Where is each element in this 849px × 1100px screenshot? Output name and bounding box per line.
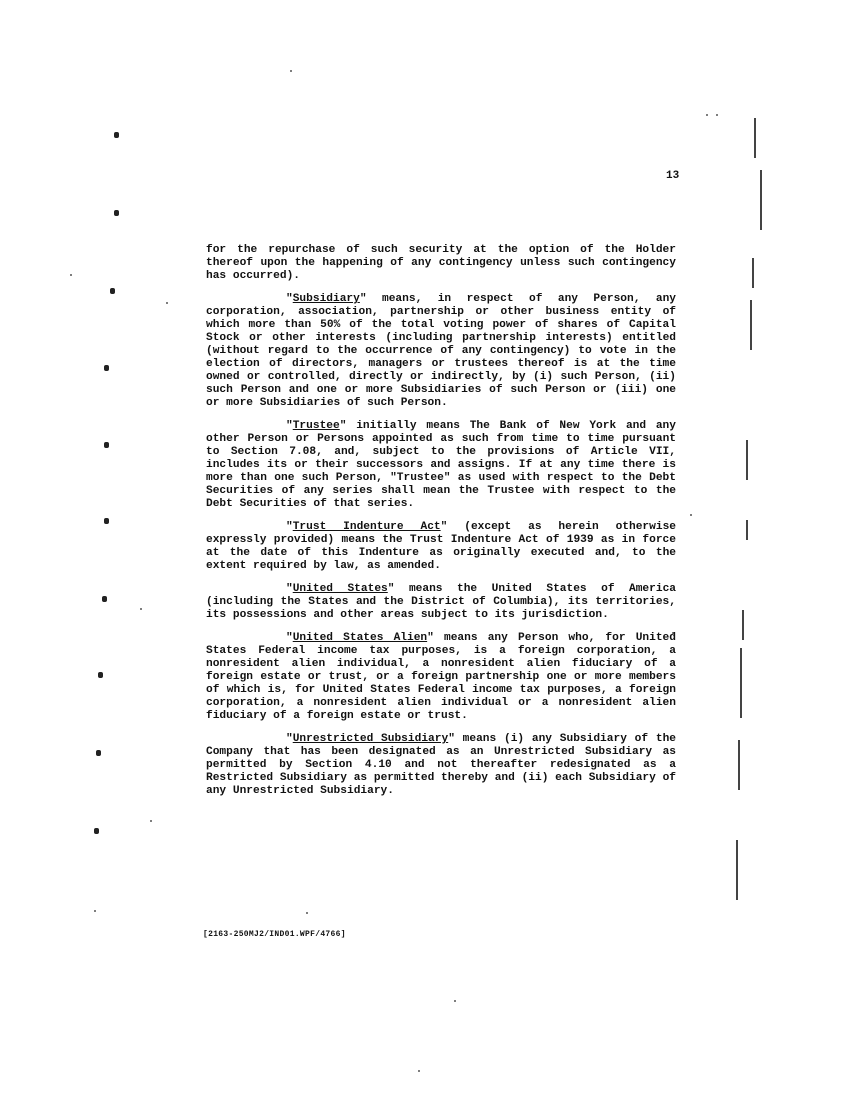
definition-paragraph: "Unrestricted Subsidiary" means (i) any Subsidiary of the Company that has been designated as an Unrestricted Subsidiary as permitted by Section 4.10 and not thereafter redesignated as a Restricted Subsidiary as permitted thereby and (ii) each Subsidiary of any Unrestricted Subsidiary. — [206, 733, 676, 797]
scan-artifact-speck — [166, 302, 168, 304]
scan-artifact-mark — [104, 442, 109, 448]
scan-artifact-speck — [70, 274, 72, 276]
scan-artifact-edge — [738, 740, 740, 790]
scan-artifact-mark — [104, 365, 109, 371]
document-body — [206, 244, 676, 808]
definition-paragraph: "Trust Indenture Act" (except as herein otherwise expressly provided) means the Trust Indenture Act of 1939 as in force at the date of this Indenture as originally executed and, to the extent required by law, as amended. — [206, 521, 677, 572]
scan-artifact-speck — [290, 70, 292, 72]
scan-artifact-mark — [110, 288, 115, 294]
defined-term: United States Alien — [292, 632, 428, 644]
scan-artifact-speck — [716, 114, 718, 116]
paragraph-text: means, in respect of any Person, any corporation, association, partnership or other business entity of which more than 50% of the total voting power of shares of Capital Stock or other interests (including partnership interests) entitled (without regard to the occurrence of any contingency) to vote in the election of directors, managers or trustees thereof is at the time owned or controlled, directly or indirectly, by (i) such Person, (ii) such Person and one or more Subsidiaries of such Person or (iii) one or more Subsidiaries of such Person. — [206, 293, 676, 409]
paragraph-text: (except as herein otherwise expressly provided) means the Trust Indenture Act of 1939 as in force at the date of this Indenture as originally executed and, to the extent required by law, as amended. — [206, 521, 677, 572]
scan-artifact-mark — [114, 132, 119, 138]
defined-term: United States — [292, 583, 388, 595]
definition-paragraph: "Trustee" initially means The Bank of New York and any other Person or Persons appointed as such from time to time pursuant to Section 7.08, and, subject to the provisions of Article VII, includes its or their successors and assigns. If at any time there is more than one such Person, "Trustee" as used with respect to the Debt Securities of any series shall mean the Trustee with respect to the Debt Securities of that series. — [206, 420, 676, 510]
scan-artifact-mark — [94, 828, 99, 834]
scan-artifact-speck — [94, 910, 96, 912]
paragraph-text: initially means The Bank of New York and any other Person or Persons appointed as such from time to time pursuant to Section 7.08, and, subject to the provisions of Article VII, includes its or their successors and assigns. If at any time there is more than one such Person, "Trustee" as used with respect to the Debt Securities of any series shall mean the Trustee with respect to the Debt Securities of that series. — [206, 420, 676, 510]
paragraph-text: for the repurchase of such security at the option of the Holder thereof upon the happening of any contingency unless such contingency has occurred). — [206, 244, 676, 282]
scan-artifact-speck — [454, 1000, 456, 1002]
scan-artifact-speck — [150, 820, 152, 822]
defined-term: Subsidiary — [292, 293, 360, 305]
scan-artifact-edge — [746, 440, 748, 480]
paragraph-text: means the United States of America (including the States and the District of Columbia), its territories, its possessions and other areas subject to its jurisdiction. — [206, 583, 677, 621]
scan-artifact-edge — [740, 648, 742, 718]
scan-artifact-edge — [746, 520, 748, 540]
defined-term: Trustee — [292, 420, 340, 432]
page-number: 13 — [666, 170, 680, 182]
scan-artifact-speck — [306, 912, 308, 914]
scan-artifact-edge — [752, 258, 754, 288]
scan-artifact-speck — [706, 114, 708, 116]
scan-artifact-speck — [418, 1070, 420, 1072]
scan-artifact-mark — [102, 596, 107, 602]
scan-artifact-edge — [754, 118, 756, 158]
scan-artifact-edge — [750, 300, 752, 350]
scan-artifact-mark — [98, 672, 103, 678]
defined-term: Trust Indenture Act — [292, 521, 441, 533]
definition-paragraph: "United States" means the United States of America (including the States and the District of Columbia), its territories, its possessions and other areas subject to its jurisdiction. — [206, 583, 677, 621]
scan-artifact-mark — [96, 750, 101, 756]
definition-paragraph: "Subsidiary" means, in respect of any Person, any corporation, association, partnership or other business entity of which more than 50% of the total voting power of shares of Capital Stock or other interests (including partnership interests) entitled (without regard to the occurrence of any contingency) to vote in the election of directors, managers or trustees thereof is at the time owned or controlled, directly or indirectly, by (i) such Person, (ii) such Person and one or more Subsidiaries of such Person or (iii) one or more Subsidiaries of such Person. — [206, 293, 676, 409]
document-footer-code: [2163-250MJ2/IND01.WPF/4766] — [203, 930, 346, 939]
scan-artifact-edge — [742, 610, 744, 640]
definition-paragraph — [206, 244, 676, 283]
scan-artifact-edge — [760, 170, 762, 230]
definition-paragraph: "United States Alien" means any Person who, for United States Federal income tax purposes, is a foreign corporation, a nonresident alien individual, a nonresident alien fiduciary of a foreign estate or trust, or a foreign partnership one or more members of which is, for United States Federal income tax purposes, a foreign corporation, a nonresident alien individual or a nonresident alien fiduciary of a foreign estate or trust. — [206, 632, 676, 722]
defined-term: Unrestricted Subsidiary — [292, 733, 449, 745]
scan-artifact-speck — [690, 514, 692, 516]
scan-artifact-speck — [140, 608, 142, 610]
scan-artifact-edge — [736, 840, 738, 900]
paragraph-text: means any Person who, for United States Federal income tax purposes, is a foreign corporation, a nonresident alien individual, a nonresident alien fiduciary of a foreign estate or trust, or a foreign partnership one or more members of which is, for United States Federal income tax purposes, a foreign corporation, a nonresident alien individual or a nonresident alien fiduciary of a foreign estate or trust. — [206, 632, 676, 722]
scan-artifact-mark — [114, 210, 119, 216]
scan-artifact-mark — [104, 518, 109, 524]
paragraph-text: means (i) any Subsidiary of the Company that has been designated as an Unrestricted Subsidiary as permitted by Section 4.10 and not thereafter redesignated as a Restricted Subsidiary as permitted thereby and (ii) each Subsidiary of any Unrestricted Subsidiary. — [206, 733, 676, 797]
